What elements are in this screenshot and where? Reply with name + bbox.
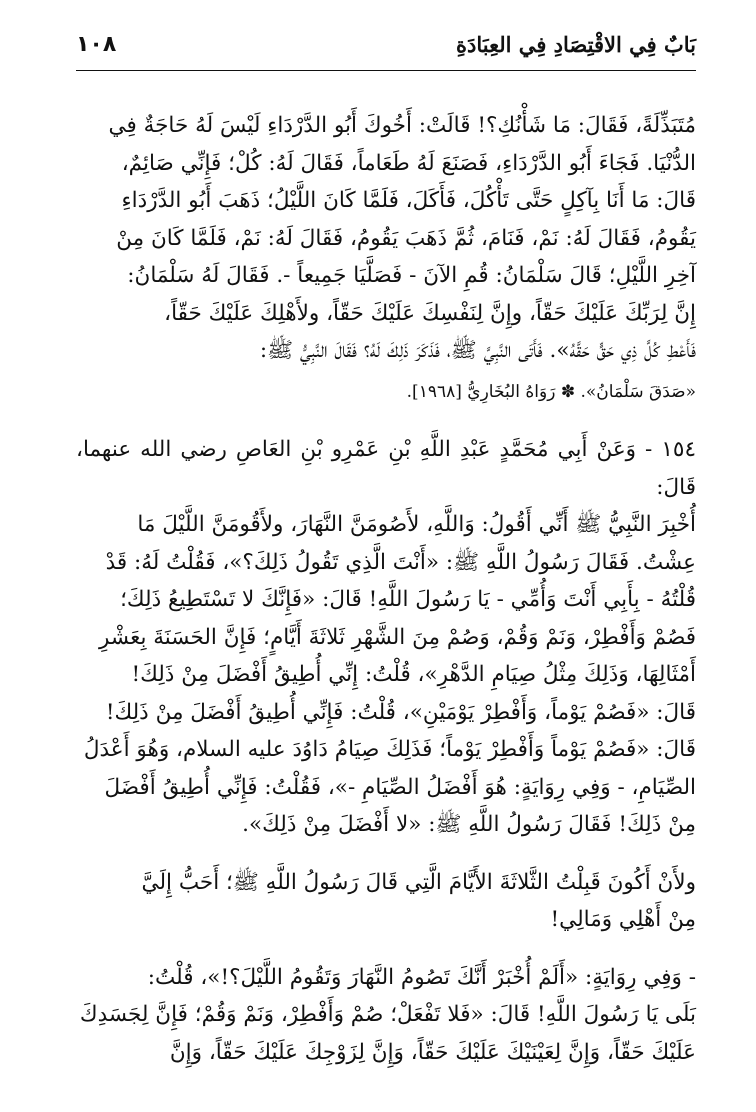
hadith-154-start: ١٥٤ - وَعَنْ أَبِي مُحَمَّدٍ عَبْدِ اللَّهِ بْنِ عَمْرِو بْنِ العَاصِ رضي الله عنهما، قَالَ: [76, 437, 696, 500]
narration-variant-start: - وَفِي رِوَايَةٍ: «أَلَمْ أُخْبَرْ أَنَّكَ تَصُومُ النَّهَارَ وَتَقُومُ اللَّيْلَ؟!»، قُلْتُ: [147, 964, 696, 990]
text-line: مِنْ ذَلِكَ! فَقَالَ رَسُولُ اللَّهِ ﷺ: «لا أَفْضَلَ مِنْ ذَلِكَ». [242, 812, 696, 837]
text-line: يَقُومُ، فَقَالَ لَهُ: نَمْ، فَنَامَ، ثُمَّ ذَهَبَ يَقُومُ، فَقَالَ لَهُ: نَمْ، فَلَمَّا كَانَ مِنْ [116, 225, 696, 251]
text-line: فَأَعْطِ كُلَّ ذِي حَقٍّ حَقَّهُ». فَأَتَى النَّبِيَّ ﷺ، فَذَكَرَ ذَلِكَ لَهُ؟ فَقَالَ النَّبِيُّ ﷺ: [259, 338, 696, 363]
text-line: مِنْ أَهْلِي وَمَالِي! [550, 907, 696, 932]
text-line: قُلْتُهُ - بِأَبِي أَنْتَ وَأُمِّي - يَا رَسُولَ اللَّهِ! قَالَ: «فَإِنَّكَ لا تَسْتَطِيعُ ذَلِكَ؛ [120, 587, 696, 612]
text-line: الدُّنْيَا. فَجَاءَ أَبُو الدَّرْدَاءِ، فَصَنَعَ لَهُ طَعَاماً، فَقَالَ لَهُ: كُلْ؛ فَإِنِّي صَائِمٌ، [121, 150, 696, 176]
text-line: فَصُمْ وَأَفْطِرْ، وَنَمْ وَقُمْ، وَصُمْ مِنَ الشَّهْرِ ثَلاثَةَ أَيَّامٍ؛ فَإِنَّ الحَسَنَةَ بِعَشْرِ [99, 624, 696, 650]
chapter-title: بَابٌ فِي الاقْتِصَادِ فِي العِبَادَةِ [456, 32, 696, 57]
text-line: أَمْثَالِهَا، وَذَلِكَ مِثْلُ صِيَامِ الدَّهْرِ»، قُلْتُ: إِنِّي أُطِيقُ أَفْضَلَ مِنْ ذَلِكَ! [131, 662, 696, 687]
text-line: الصِّيَامِ، - وَفِي رِوَايَةٍ: هُوَ أَفْضَلُ الصِّيَامِ -»، فَقُلْتُ: فَإِنِّي أُطِيقُ أَفْضَلَ [104, 774, 696, 800]
text-line: مُتَبَذِّلَةً، فَقَالَ: مَا شَأْنُكِ؟! قَالَتْ: أَخُوكَ أَبُو الدَّرْدَاءِ لَيْسَ لَهُ حَاجَةٌ فِي [108, 113, 696, 138]
text-line: إِنَّ لِرَبِّكَ عَلَيْكَ حَقّاً، وإِنَّ لِنَفْسِكَ عَلَيْكَ حَقّاً، ولأَهْلِكَ عَلَيْكَ حَقّاً، [164, 300, 696, 326]
text-line: عَلَيْكَ حَقّاً، وَإِنَّ لِعَيْنَيْكَ عَلَيْكَ حَقّاً، وَإِنَّ لِزَوْجِكَ عَلَيْكَ حَقّاً، وَإِنَّ [169, 1039, 696, 1065]
text-line: قَالَ: «فَصُمْ يَوْماً، وَأَفْطِرْ يَوْمَيْنِ»، قُلْتُ: فَإِنِّي أُطِيقُ أَفْضَلَ مِنْ ذَلِكَ! [105, 699, 696, 725]
hadith-reference: «صَدَقَ سَلْمَانُ». ✽ رَوَاهُ البُخَارِيُّ [١٩٦٨]. [406, 381, 696, 402]
running-header [76, 28, 696, 71]
paragraph-start: ولأَنْ أَكُونَ قَبِلْتُ الثَّلاثَةَ الأَيَّامَ الَّتِي قَالَ رَسُولُ اللَّهِ ﷺ؛ أَحَبُّ إِلَيَّ [141, 869, 696, 895]
page-number: ١٠٨ [76, 32, 117, 57]
text-line: عِشْتُ. فَقَالَ رَسُولُ اللَّهِ ﷺ: «أَنْتَ الَّذِي تَقُولُ ذَلِكَ؟»، فَقُلْتُ لَهُ: قَدْ [105, 549, 696, 575]
text-line: أُخْبِرَ النَّبِيُّ ﷺ أَنِّي أَقُولُ: وَاللَّهِ، لأَصُومَنَّ النَّهَارَ، ولأَقُومَنَّ اللَّيْلَ مَا [137, 512, 696, 537]
text-line: قَالَ: مَا أَنَا بِآكِلٍ حَتَّى تَأْكُلَ، فَأَكَلَ، فَلَمَّا كَانَ اللَّيْلُ؛ ذَهَبَ أَبُو الدَّرْدَاءِ [121, 188, 696, 213]
text-line: قَالَ: «فَصُمْ يَوْماً وَأَفْطِرْ يَوْماً؛ فَذَلِكَ صِيَامُ دَاوُدَ عليه السلام، وَهُوَ أَعْدَلُ [83, 737, 696, 762]
text-line: آخِرِ اللَّيْلِ؛ قَالَ سَلْمَانُ: قُمِ الآنَ - فَصَلَّيَا جَمِيعاً -. فَقَالَ لَهُ سَلْمَانُ: [127, 263, 696, 288]
body-text [76, 107, 696, 1071]
text-line: بَلَى يَا رَسُولَ اللَّهِ! قَالَ: «فَلا تَفْعَلْ؛ صُمْ وَأَفْطِرْ، وَنَمْ وَقُمْ؛ فَإِنَّ لِجَسَدِكَ [79, 1002, 696, 1027]
